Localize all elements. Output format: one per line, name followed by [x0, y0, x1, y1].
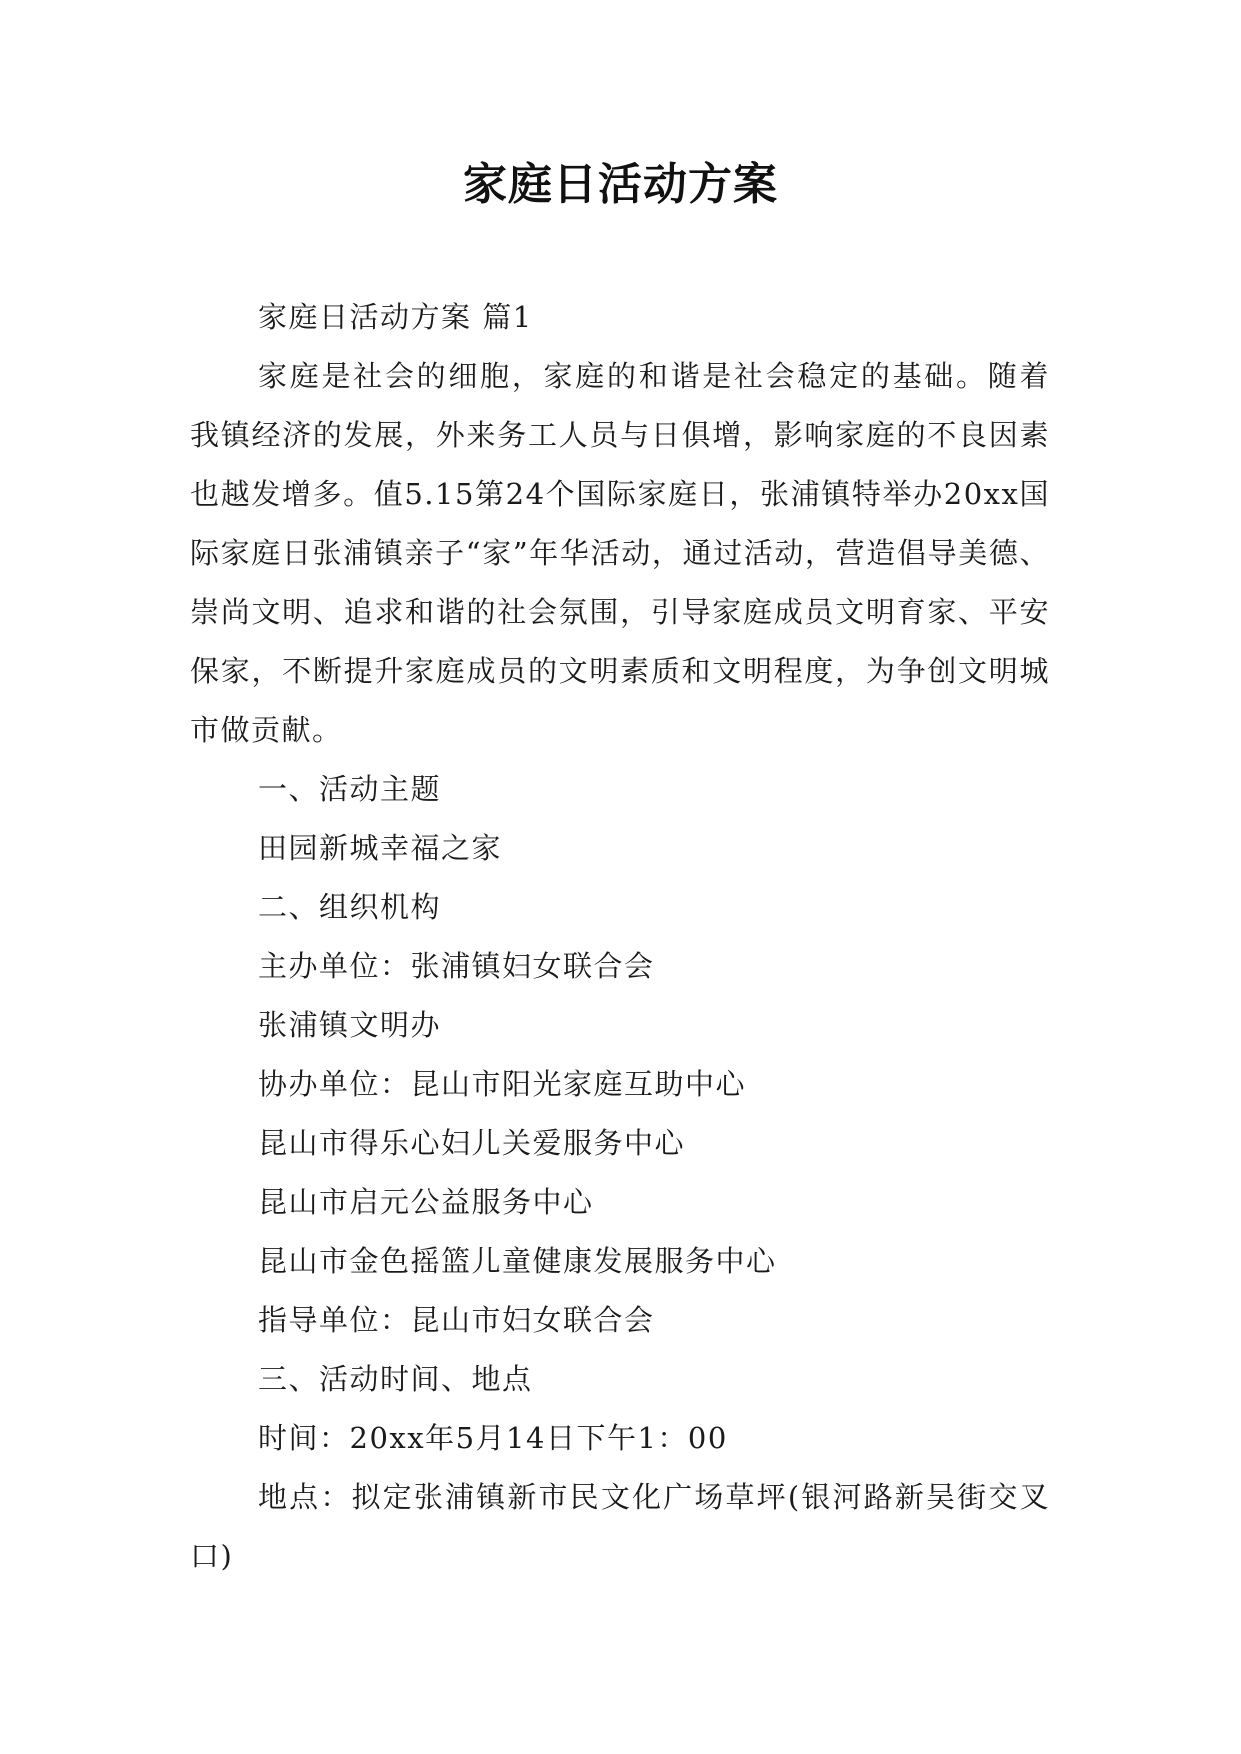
document-title: 家庭日活动方案 — [463, 159, 778, 210]
section-heading-part1: 家庭日活动方案 篇1 — [258, 300, 533, 334]
co-organizer-line-4: 昆山市金色摇篮儿童健康发展服务中心 — [258, 1244, 777, 1278]
co-organizer-line-2: 昆山市得乐心妇儿关爱服务中心 — [258, 1126, 686, 1160]
organizer-line-2: 张浦镇文明办 — [258, 1008, 442, 1042]
place-line: 地点：拟定张浦镇新市民文化广场草坪(银河路新吴街交叉口) — [190, 1480, 1050, 1573]
heading-time-place: 三、活动时间、地点 — [258, 1362, 533, 1396]
document-body — [190, 288, 1050, 1586]
heading-organization: 二、组织机构 — [258, 890, 442, 924]
intro-paragraph: 家庭是社会的细胞，家庭的和谐是社会稳定的基础。随着我镇经济的发展，外来务工人员与日俱增，影响家庭的不良因素也越发增多。值5.15第24个国际家庭日，张浦镇特举办20xx国际家庭日张浦镇亲子“家”年华活动，通过活动，营造倡导美德、崇尚文明、追求和谐的社会氛围，引导家庭成员文明育家、平安保家，不断提升家庭成员的文明素质和文明程度，为争创文明城市做贡献。 — [190, 359, 1050, 747]
time-line: 时间：20xx年5月14日下午1：00 — [258, 1421, 728, 1455]
co-organizer-line-3: 昆山市启元公益服务中心 — [258, 1185, 594, 1219]
organizer-line: 主办单位：张浦镇妇女联合会 — [258, 949, 655, 983]
activity-theme-text: 田园新城幸福之家 — [258, 831, 503, 865]
guiding-unit-line: 指导单位：昆山市妇女联合会 — [258, 1303, 655, 1337]
co-organizer-line: 协办单位：昆山市阳光家庭互助中心 — [258, 1067, 747, 1101]
heading-activity-theme: 一、活动主题 — [258, 772, 442, 806]
